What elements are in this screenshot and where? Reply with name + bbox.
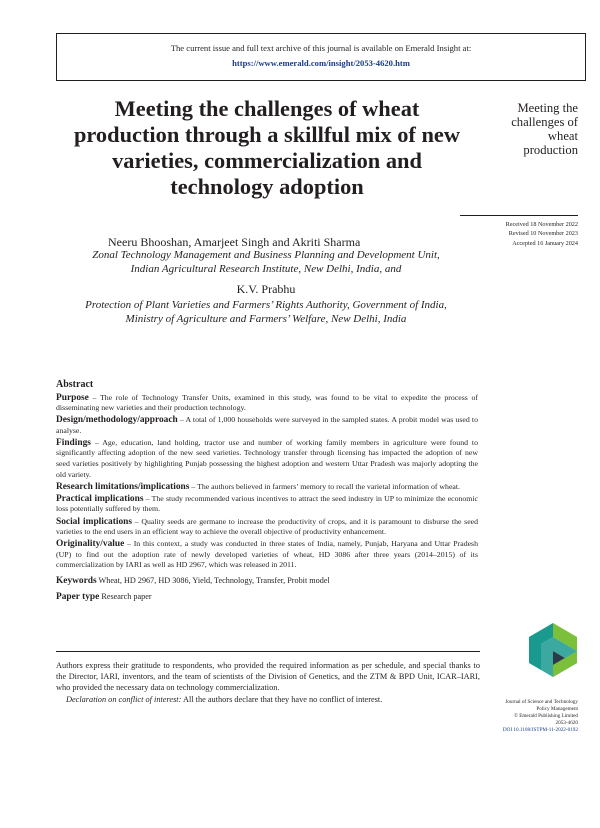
journal-url-link[interactable]: https://www.emerald.com/insight/2053-4620.htm (232, 58, 410, 68)
received-date: Received 18 November 2022 (505, 221, 578, 228)
abstract-social (56, 517, 478, 538)
section-label: Research limitations/implications (56, 481, 190, 492)
access-notice (56, 33, 586, 81)
section-text: – In this context, a study was conducted in three states of India, namely, Punjab, Haryana and Uttar Pradesh (UP) to find out the adoption rate of newly developed varieties of wheat, HD 3086 after three years (2014–2015) of its commercialization by IARI as well as HD 2967, which was released in 2011. (56, 539, 478, 570)
section-label: Social implications (56, 516, 133, 527)
affiliation: Ministry of Agriculture and Farmers’ Welfare, New Delhi, India (125, 312, 407, 325)
section-text: – Age, education, land holding, tractor use and number of working family members in agriculture were found to significantly affecting adoption of the new seed varieties. Technology transfer through licensing has impacted the adoption of new seed varieties positively by highlighting Punjab possessing the highest adoption and western Uttar Pradesh was majorly adopting the old variety. (56, 437, 478, 479)
keywords (56, 576, 478, 587)
author-names: K.V. Prabhu (236, 282, 296, 297)
journal-name: Policy Management (536, 706, 578, 712)
section-label: Findings (56, 437, 91, 448)
journal-info (482, 699, 578, 734)
section-label: Paper type (56, 591, 100, 602)
revised-date: Revised 10 November 2023 (508, 230, 578, 238)
section-text: – A total of 1,000 households were surveyed in the sampled states. A probit model was used to analyse. (56, 415, 478, 435)
acknowledgement (56, 660, 480, 705)
acknowledgement-text: Authors express their gratitude to respondents, who provided the required information as per schedule, and special thanks to the Director, IARI, inventors, and the team of scientists of the Division of Genetics, and the ZTM & BPD Unit, ICAR–IARI, who provided the necessary data on technology commercialization. (56, 661, 480, 693)
section-text: – The study recommended various incentives to attract the seed industry in UP to minimize the economic loss potentially suffered by them. (56, 493, 478, 514)
paper-type (56, 592, 478, 603)
section-text: – The authors believed in farmers’ memory to recall the varietal information of wheat. (189, 481, 460, 491)
declaration-label: Declaration on conflict of interest: (66, 694, 182, 704)
issn: 2053-4620 (555, 720, 578, 726)
abstract-originality (56, 539, 478, 571)
access-notice-text: The current issue and full text archive of this journal is available on Emerald Insight at: (170, 43, 472, 53)
doi-link[interactable]: DOI 10.1108/JSTPM-11-2022-0192 (502, 727, 578, 733)
section-text: – The role of Technology Transfer Units, examined in this study, was found to be vital to expedite the process of disseminating new varieties and their production technology. (56, 392, 478, 413)
author-names: Neeru Bhooshan, Amarjeet Singh and Akriti Sharma (108, 235, 361, 249)
article-history (460, 215, 578, 248)
article-title: Meeting the challenges of wheat production through a skillful mix of new varieties, commercialization and technology adoption (73, 96, 461, 199)
abstract-limitations (56, 482, 478, 493)
abstract (56, 378, 478, 602)
abstract-purpose (56, 393, 478, 414)
publisher-logo-icon (527, 621, 579, 679)
keywords-text: Wheat, HD 2967, HD 3086, Yield, Technology, Transfer, Probit model (96, 576, 330, 585)
section-label: Practical implications (56, 493, 144, 504)
declaration-text: All the authors declare that they have no conflict of interest. (181, 694, 383, 704)
conflict-declaration (56, 694, 480, 705)
paper-type-text: Research paper (99, 591, 152, 601)
affiliation: Protection of Plant Varieties and Farmers’ Rights Authority, Government of India, (85, 299, 447, 312)
publisher: © Emerald Publishing Limited (513, 713, 578, 719)
section-label: Design/methodology/approach (56, 415, 178, 426)
running-head (488, 101, 578, 157)
running-head-line: production (523, 143, 578, 157)
section-label: Originality/value (56, 539, 125, 550)
abstract-findings (56, 438, 478, 480)
section-label: Keywords (56, 576, 97, 586)
journal-name: Journal of Science and Technology (505, 699, 578, 705)
section-text: – Quality seeds are germane to increase the productivity of crops, and it is paramount to disburse the seed varieties to the end users in an efficient way to achieve the overall objective of productivity enhancement. (56, 516, 479, 537)
abstract-heading: Abstract (56, 379, 94, 390)
affiliation: Indian Agricultural Research Institute, New Delhi, India, and (130, 262, 402, 275)
running-head-line: challenges of (511, 115, 578, 129)
author-block (56, 235, 476, 326)
section-label: Purpose (56, 392, 89, 403)
running-head-line: wheat (547, 129, 578, 143)
running-head-line: Meeting the (517, 101, 578, 115)
abstract-practical (56, 494, 478, 515)
accepted-date: Accepted 16 January 2024 (512, 239, 578, 247)
abstract-design (56, 415, 478, 436)
affiliation: Zonal Technology Management and Business Planning and Development Unit, (92, 249, 440, 261)
footer-divider (56, 651, 480, 652)
